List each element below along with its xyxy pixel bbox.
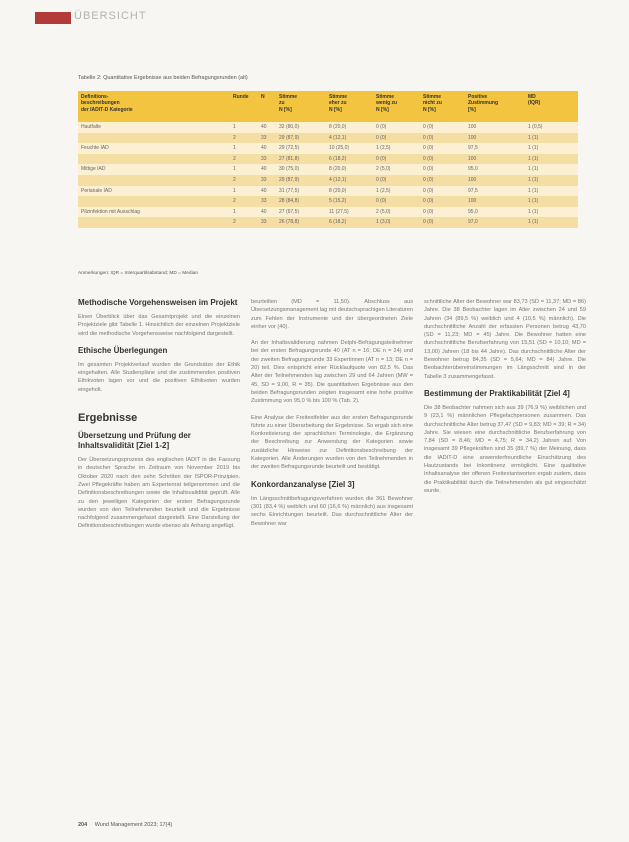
table-cell: 1 (1) bbox=[525, 207, 578, 218]
table-row bbox=[78, 196, 578, 207]
table-cell: 8 (20,0) bbox=[326, 164, 373, 175]
table-cell: 100 bbox=[465, 175, 525, 186]
table-header-row bbox=[78, 91, 578, 122]
table-cell: 97,0 bbox=[465, 217, 525, 228]
table-cell: Feuchte IAD bbox=[78, 143, 230, 154]
table-cell: 40 bbox=[258, 164, 276, 175]
table-cell: 33 bbox=[258, 175, 276, 186]
table-cell: 0 (0) bbox=[420, 207, 465, 218]
table-cell: 97,5 bbox=[465, 186, 525, 197]
table-cell: 0 (0) bbox=[420, 217, 465, 228]
table-cell: 2 bbox=[230, 175, 258, 186]
table-cell: 1 bbox=[230, 143, 258, 154]
table-row bbox=[78, 186, 578, 197]
table-cell bbox=[78, 154, 230, 165]
table-header-cell: N bbox=[258, 91, 276, 122]
table-cell: 31 (77,5) bbox=[276, 186, 326, 197]
table-cell: 0 (0) bbox=[420, 164, 465, 175]
table-cell: 1 (3,0) bbox=[373, 217, 420, 228]
table-cell: 0 (0) bbox=[373, 133, 420, 144]
table-header-cell: Positive Zustimmung [%] bbox=[465, 91, 525, 122]
table-cell: 28 (84,8) bbox=[276, 196, 326, 207]
table-cell: 97,5 bbox=[465, 143, 525, 154]
table-cell: 100 bbox=[465, 196, 525, 207]
table-cell: 33 bbox=[258, 196, 276, 207]
table-cell: 0 (0) bbox=[420, 154, 465, 165]
paragraph-methods: Einen Überblick über das Gesamtprojekt und die einzelnen Projektziele gibt Tabelle 1. Hinsichtlich der einzelnen Projektziele wird die methodische Vorgehensweise nachfolgend dargestellt. bbox=[78, 314, 240, 337]
heading-methods: Methodische Vorgehensweisen im Projekt bbox=[78, 298, 238, 307]
results-table bbox=[78, 91, 578, 228]
table-header-cell: MD (IQR) bbox=[525, 91, 578, 122]
table-row bbox=[78, 143, 578, 154]
paragraph-ethics: Im gesamten Projektverlauf wurden die Grundsätze der Ethik eingehalten. Alle Studienpläne und die zustimmenden positiven Ethikvoten lagen vor und die positiven Ethikvoten wurden eingeholt. bbox=[78, 361, 240, 393]
table-cell: 0 (0) bbox=[373, 122, 420, 133]
table-row bbox=[78, 164, 578, 175]
table-cell: 5 (15,2) bbox=[326, 196, 373, 207]
table-cell: 2 bbox=[230, 133, 258, 144]
table-cell: 6 (18,2) bbox=[326, 154, 373, 165]
table-header-cell: Runde bbox=[230, 91, 258, 122]
table-cell: 2 (5,0) bbox=[373, 207, 420, 218]
table-cell: 40 bbox=[258, 143, 276, 154]
table-cell: 1 (1) bbox=[525, 154, 578, 165]
table-cell: 1 (1) bbox=[525, 196, 578, 207]
page-footer bbox=[78, 822, 172, 828]
table-cell: 1 bbox=[230, 164, 258, 175]
table-cell: 0 (0) bbox=[420, 133, 465, 144]
table-cell: 0 (0) bbox=[420, 186, 465, 197]
table-caption: Tabelle 2: Quantitative Ergebnisse aus beiden Befragungsrunden (alt) bbox=[78, 75, 248, 81]
table-cell: 4 (12,1) bbox=[326, 175, 373, 186]
paragraph-col2-2: An der Inhaltsvalidierung nahmen Delphi-Befragungsteilnehmer bei der ersten Befragungsrunde 40 (AT n = 16; DE n = 24) und der zweiten Befragungsrunde 33 Expertinnen (AT n = 13; DE n = 20) teil. Dies entspricht einer Rücklaufquote von 82,5 %. Das Alter der Teilnehmenden lag zwischen 29 und 64 Jahren (MW = 45, SD = 9,00, R = 35). Die quantitativen Ergebnisse aus den beiden Befragungsrunden zeigten insgesamt eine hohe positive Zustimmung von 95,0 % bis 100 % (Tab. 2). bbox=[251, 340, 413, 405]
section-color-bar bbox=[35, 12, 71, 24]
table-cell: 1 bbox=[230, 186, 258, 197]
table-cell bbox=[78, 133, 230, 144]
heading-ethics: Ethische Überlegungen bbox=[78, 345, 168, 355]
table-cell: 1 (0,5) bbox=[525, 122, 578, 133]
table-cell: 0 (0) bbox=[373, 154, 420, 165]
table-cell: 8 (20,0) bbox=[326, 122, 373, 133]
text-column-3 bbox=[424, 298, 586, 503]
table-cell: 29 (87,9) bbox=[276, 175, 326, 186]
paragraph-col3-1: schnittliche Alter der Bewohner war 83,73 (SD = 11,37; MD = 86) Jahre. Die 38 Beobachter lagen im Alter zwischen 24 und 59 Jahren (34 (89,5 %) weiblich und 4 (10,5 %) männlich). Die durchschnittliche Anzahl der erfassten Personen betrug 43,70 (SD = 11,23; MD = 45) Jahre. Die Bewohner hatten eine durchschnittliche Berufserfahrung von 15,51 (SD = 10,10; MD = 13,00) Jahren (18 bis 44 Jahre). Das durchschnittliche Alter der Bewohner betrug 84,35 (SD = 5,64; MD = 84) Jahre. Die Beobachterübereinstimmungen im Längsschnitt sind in der Tabelle 3 zusammengefasst. bbox=[424, 299, 586, 380]
table-cell: 4 (12,1) bbox=[326, 133, 373, 144]
table-note: Anmerkungen: IQR = Interquartilsabstand; MD = Median bbox=[78, 271, 198, 276]
section-title: ÜBERSICHT bbox=[74, 10, 147, 22]
table-cell: 100 bbox=[465, 122, 525, 133]
table-cell: 40 bbox=[258, 186, 276, 197]
paragraph-col3-2: Die 38 Beobachter nahmen sich aus 39 (76,9 %) weiblichen und 9 (23,1 %) männlichen Pflegefachpersonen zusammen. Das durchschnittliche Alter betrug 37,47 (SD = 9,83; MD = 39; R = 34) Jahre. Sie wiesen eine durchschnittliche Berufserfahrung von 7,84 (SD = 8,46; MD = 4,75; R = 34,2) Jahren auf. Von insgesamt 39 Pflegekräften sind 35 (89,7 %) der Meinung, dass die IADIT-D eine anwenderfreundliche Einschätzung des Hautzustands bei Inkontinenz ermöglicht. Eine qualitative Inhaltsanalyse der offenen Freitextantworten ergab zudem, dass die Praktikabilität durch die Teilnehmenden als gut eingeschätzt wurde. bbox=[424, 404, 586, 494]
table-row bbox=[78, 154, 578, 165]
table-cell: 2 (5,0) bbox=[373, 164, 420, 175]
page-number: 204 bbox=[78, 822, 88, 828]
table-row bbox=[78, 133, 578, 144]
table-cell: 1 (1) bbox=[525, 186, 578, 197]
table-cell: 2 bbox=[230, 196, 258, 207]
table-cell: 0 (0) bbox=[373, 196, 420, 207]
table-header-cell: Stimme wenig zu N [%] bbox=[373, 91, 420, 122]
table-cell bbox=[78, 217, 230, 228]
table-cell: 2 bbox=[230, 217, 258, 228]
table-cell: 8 (20,0) bbox=[326, 186, 373, 197]
table-cell: 10 (25,0) bbox=[326, 143, 373, 154]
table-cell: 100 bbox=[465, 154, 525, 165]
table-cell: 29 (87,9) bbox=[276, 133, 326, 144]
table-cell: 0 (0) bbox=[373, 175, 420, 186]
heading-results: Ergebnisse bbox=[78, 412, 138, 425]
table-body bbox=[78, 122, 578, 228]
table-cell: 32 (80,0) bbox=[276, 122, 326, 133]
table-cell: 33 bbox=[258, 217, 276, 228]
heading-translation: Übersetzung und Prüfung der Inhaltsvalidität [Ziel 1-2] bbox=[78, 431, 191, 451]
table-cell: 95,0 bbox=[465, 207, 525, 218]
table-cell: Mittige IAD bbox=[78, 164, 230, 175]
heading-concordance: Konkordanzanalyse [Ziel 3] bbox=[251, 479, 355, 489]
table-cell: 29 (72,5) bbox=[276, 143, 326, 154]
table-cell: 2 bbox=[230, 154, 258, 165]
table-row bbox=[78, 175, 578, 186]
paragraph-col2-3: Eine Analyse der Freitextfelder aus der ersten Befragungsrunde führte zu einer Überarbeitung der Ergebnisse. So ergab sich eine Konkretisierung der sprachlichen Terminologie, die Ergänzung der Beschreibung zur Anwendung der Kategorien sowie zusätzliche Hinweise zur Definitionsbeschreibung der Kategorien. Alle Änderungen wurden von den Teilnehmenden in der zweiten Befragungsrunde beurteilt und bestätigt. bbox=[251, 414, 413, 471]
table-cell: 40 bbox=[258, 207, 276, 218]
table-cell: 33 bbox=[258, 133, 276, 144]
table-cell: 26 (78,8) bbox=[276, 217, 326, 228]
table-header-cell: Stimme zu N [%] bbox=[276, 91, 326, 122]
table-cell: 0 (0) bbox=[420, 122, 465, 133]
table-cell: Hautfalte bbox=[78, 122, 230, 133]
table-row bbox=[78, 207, 578, 218]
table-row bbox=[78, 122, 578, 133]
table-cell: 11 (27,5) bbox=[326, 207, 373, 218]
table-cell: 0 (0) bbox=[420, 196, 465, 207]
table-cell: 1 (1) bbox=[525, 175, 578, 186]
table-cell: 1 bbox=[230, 207, 258, 218]
table-cell: 40 bbox=[258, 122, 276, 133]
table-cell: 33 bbox=[258, 154, 276, 165]
paragraph-col2-4: Im Längsschnittbefragungsverfahren wurden die 361 Bewohner (301 (83,4 %) weiblich und 60 (16,6 %) männlich) aus insgesamt sechs Einrichtungen beurteilt. Das durchschnittliche Alter der Bewohner war bbox=[251, 495, 413, 527]
table-row bbox=[78, 217, 578, 228]
heading-practicability: Bestimmung der Praktikabilität [Ziel 4] bbox=[424, 388, 570, 398]
table-cell: 27 (81,8) bbox=[276, 154, 326, 165]
table-header-cell: Definitions- beschreibungen der IADIT-D Kategorie bbox=[78, 91, 230, 122]
table-header-cell: Stimme eher zu N [%] bbox=[326, 91, 373, 122]
table-cell: 1 (1) bbox=[525, 143, 578, 154]
table-cell: Perianale IAD bbox=[78, 186, 230, 197]
table-cell: 1 bbox=[230, 122, 258, 133]
table-cell: Pilzinfektion mit Ausschlag bbox=[78, 207, 230, 218]
table-cell: 0 (0) bbox=[420, 175, 465, 186]
table-cell: 1 (2,5) bbox=[373, 186, 420, 197]
text-column-1 bbox=[78, 298, 240, 539]
journal-name: Wund Management 2023; 17(4) bbox=[94, 822, 173, 828]
table-header-cell: Stimme nicht zu N [%] bbox=[420, 91, 465, 122]
table-cell: 1 (1) bbox=[525, 217, 578, 228]
table-cell: 1 (1) bbox=[525, 133, 578, 144]
text-column-2 bbox=[251, 298, 413, 536]
table-cell: 27 (67,5) bbox=[276, 207, 326, 218]
paragraph-col2-1: beurteilten (MD = 11,50). Abschluss aus Übersetzungsmanagement lag mit deutschsprachigen Literaturen zum Fehlen der Instrumente und der übergeordneten Ziele einher vor (40). bbox=[251, 299, 414, 330]
table-cell: 1 (2,5) bbox=[373, 143, 420, 154]
table-cell: 6 (18,2) bbox=[326, 217, 373, 228]
table-cell: 100 bbox=[465, 133, 525, 144]
table-cell: 95,0 bbox=[465, 164, 525, 175]
table-cell: 1 (1) bbox=[525, 164, 578, 175]
table-cell: 0 (0) bbox=[420, 143, 465, 154]
table-cell: 30 (75,0) bbox=[276, 164, 326, 175]
table-cell bbox=[78, 196, 230, 207]
paragraph-translation: Der Übersetzungsprozess des englischen IADIT in die Fassung in deutscher Sprache im Zeitraum von November 2019 bis Oktober 2020 nach den zehn Schritten der ISPOR-Prinzipien. Zwei Pflegekräfte haben am Expertenrat teilgenommen und die Definitionsbeschreibungen sowie die Inhaltsvalidität geprüft. Alle zu den jeweiligen Kategorien der ersten Befragungsrunde wurden von den Teilnehmenden beurteilt und die Ergebnisse nachfolgend zusammengefasst dargestellt. Eine Darstellung der Definitionsbeschreibungen wurde ebenso als Anhang angefügt. bbox=[78, 457, 240, 530]
table-cell bbox=[78, 175, 230, 186]
